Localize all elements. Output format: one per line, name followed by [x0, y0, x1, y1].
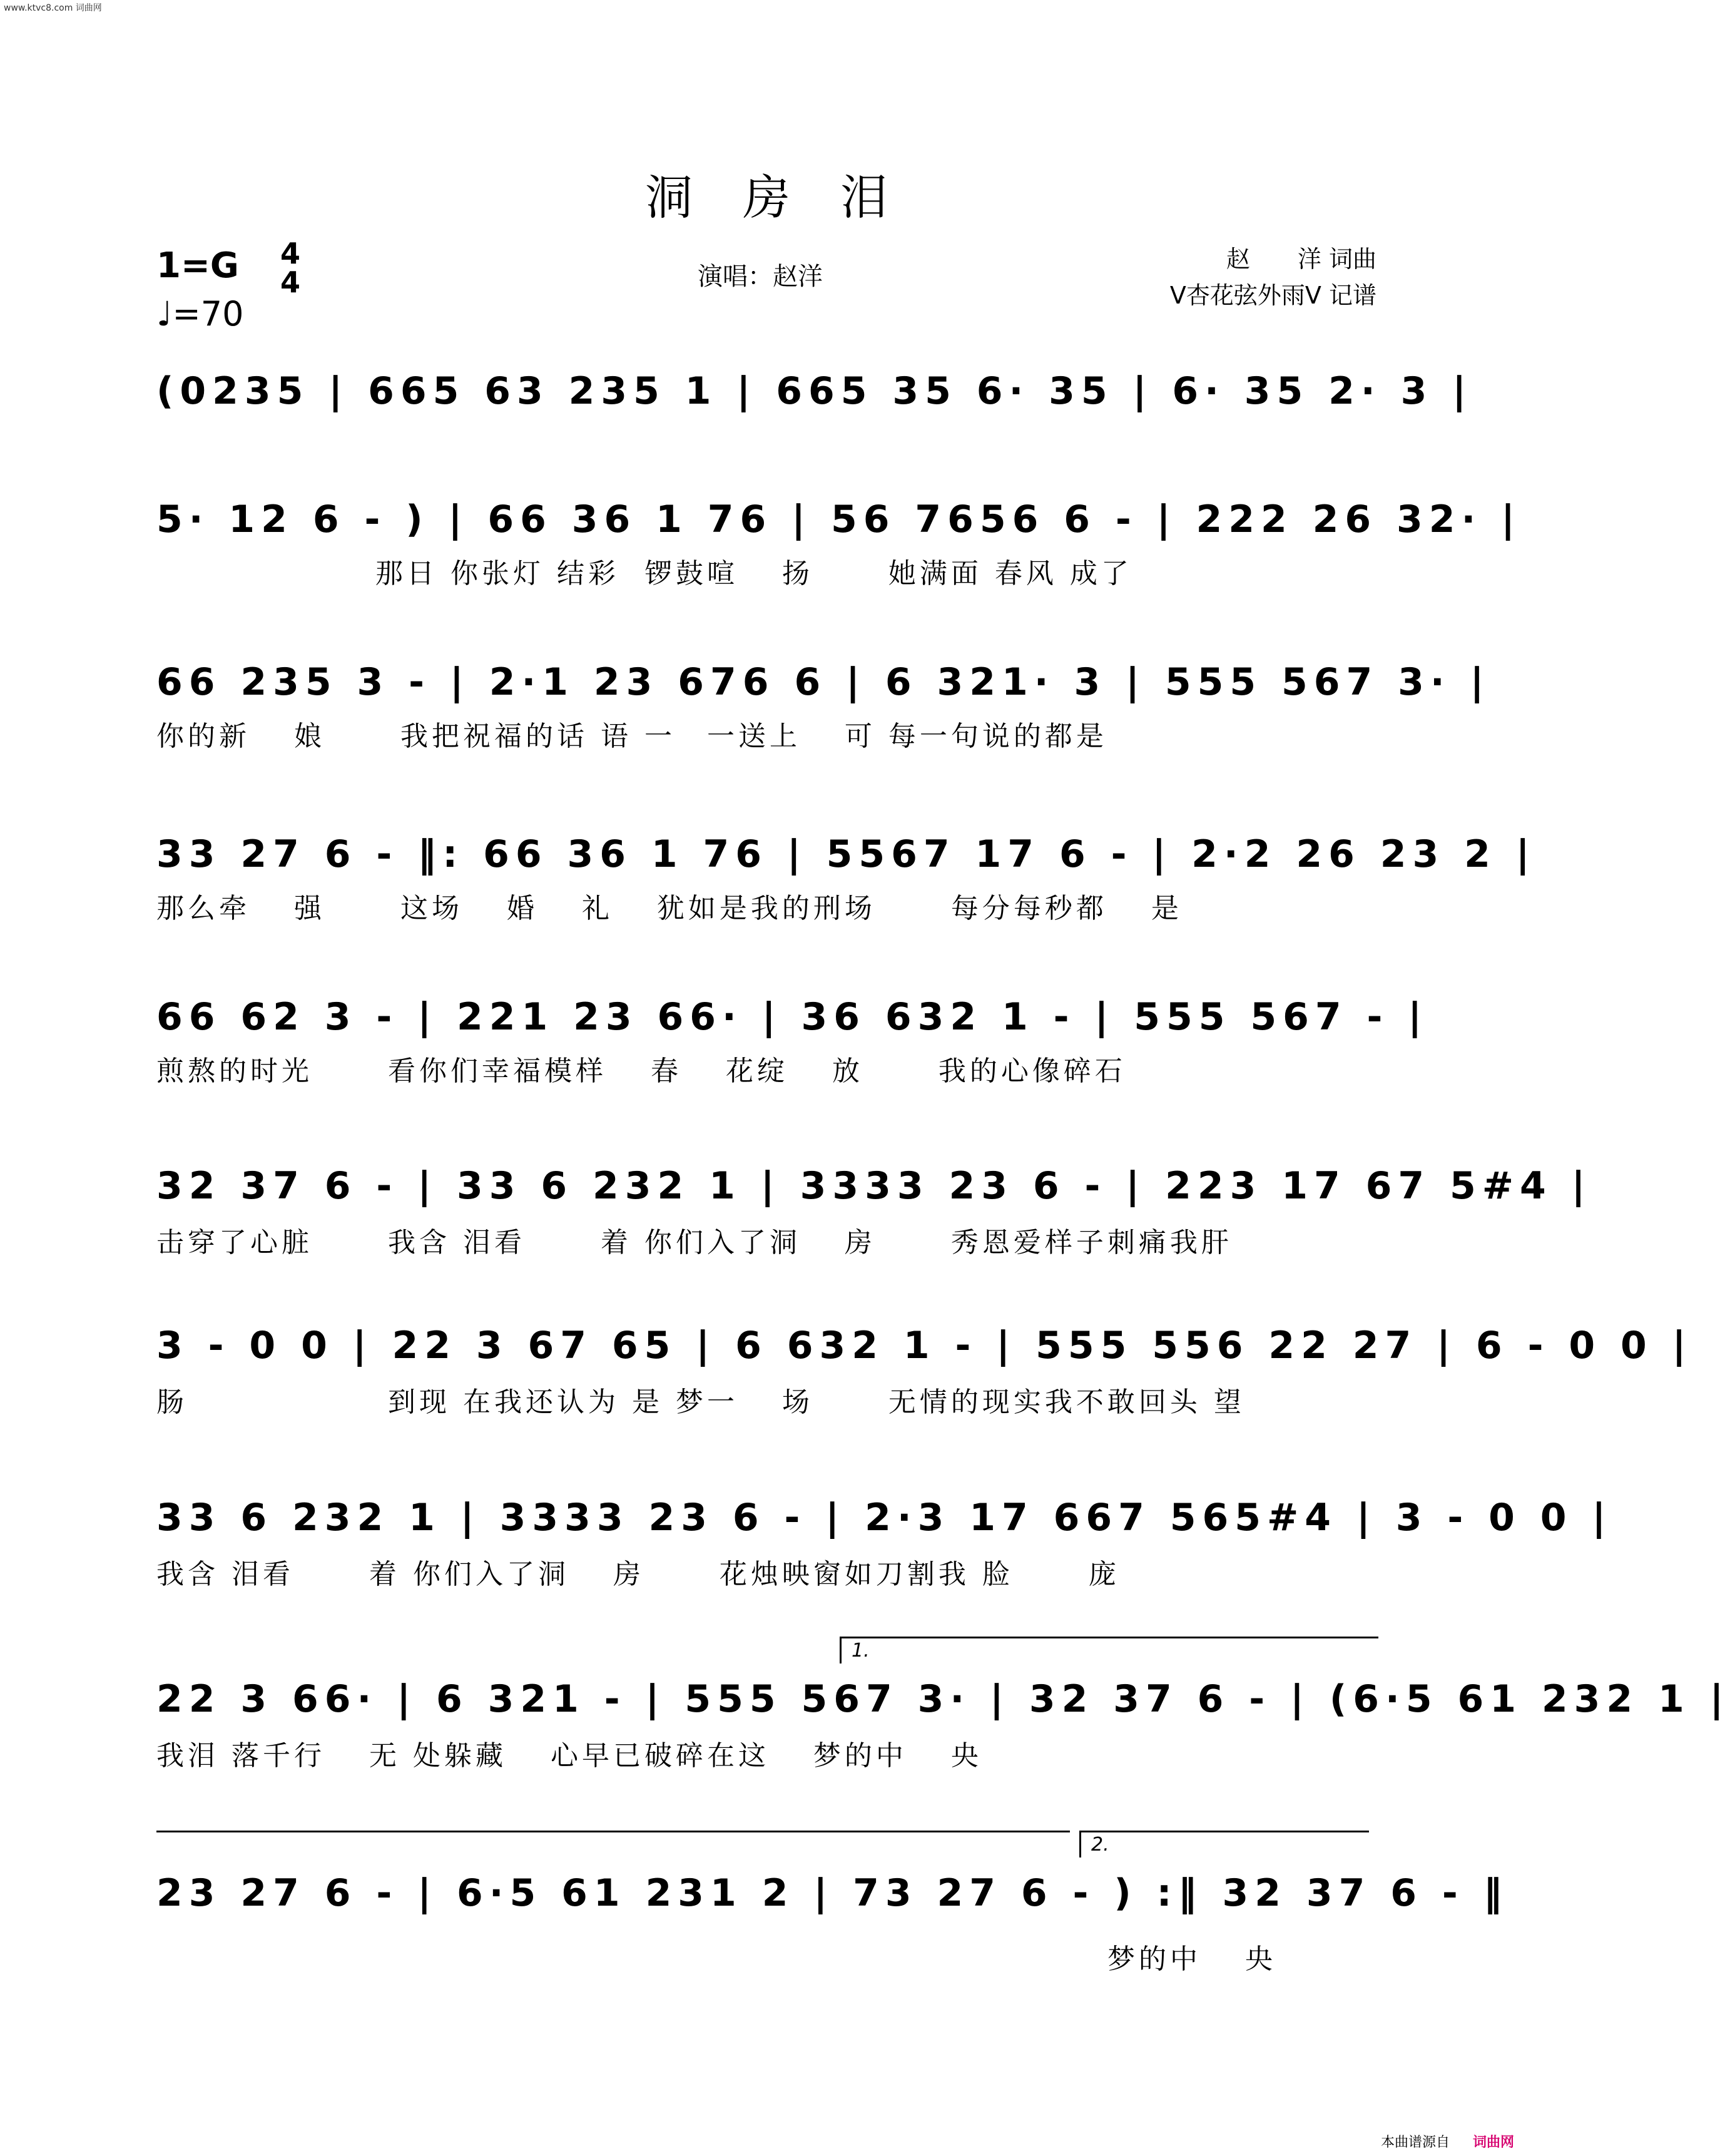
key-signature: 1=G — [156, 245, 239, 286]
notes-line: 66 235 3 - | 2·1 23 676 6 | 6 321· 3 | 555 567 3· | — [156, 660, 1490, 704]
volta-bracket-1 — [840, 1637, 1378, 1663]
volta-bracket-2 — [1079, 1831, 1369, 1857]
volta-2-label: 2. — [1091, 1834, 1109, 1856]
notes-line: 3 - 0 0 | 22 3 67 65 | 6 632 1 - | 555 556 22 27 | 6 - 0 0 | — [156, 1324, 1692, 1367]
time-signature — [280, 239, 300, 297]
credits-block — [1126, 241, 1376, 314]
site-watermark: www.ktvc8.com 词曲网 — [4, 3, 102, 13]
singer-credit: 演唱：赵洋 — [698, 262, 823, 291]
footer-brand[interactable]: 词曲网 — [1472, 2135, 1514, 2150]
meter-bottom: 4 — [280, 265, 301, 299]
lyrics-line: 那日 你张灯 结彩 锣鼓喧 扬 她满面 春风 成了 — [156, 558, 1132, 590]
notes-line: 22 3 66· | 6 321 - | 555 567 3· | 32 37 6 - | (6·5 61 232 1 | — [156, 1677, 1730, 1721]
lyrics-line: 梦的中 央 — [156, 1943, 1276, 1975]
volta-1-label: 1. — [852, 1640, 870, 1662]
song-title: 洞房泪 — [645, 170, 938, 225]
lyrics-line: 击穿了心脏 我含 泪看 着 你们入了洞 房 秀恩爱样子刺痛我肝 — [156, 1227, 1233, 1259]
notes-line: 33 27 6 - ‖: 66 36 1 76 | 5567 17 6 - | 2·2 26 23 2 | — [156, 832, 1536, 876]
tempo-marking: ♩=70 — [156, 294, 244, 334]
notes-line: (0235 | 665 63 235 1 | 665 35 6· 35 | 6· 35 2· 3 | — [156, 369, 1473, 413]
volta-1-continuation — [156, 1831, 1070, 1832]
notes-line: 66 62 3 - | 221 23 66· | 36 632 1 - | 555 567 - | — [156, 995, 1428, 1039]
notes-line: 32 37 6 - | 33 6 232 1 | 3333 23 6 - | 223 17 67 5#4 | — [156, 1164, 1592, 1208]
lyrics-line: 我含 泪看 着 你们入了洞 房 花烛映窗如刀割我 脸 庞 — [156, 1558, 1120, 1590]
lyrics-line: 你的新 娘 我把祝福的话 语 一 一送上 可 每一句说的都是 — [156, 720, 1107, 752]
lyrics-line: 那么牵 强 这场 婚 礼 犹如是我的刑场 每分每秒都 是 — [156, 892, 1183, 924]
notes-line: 33 6 232 1 | 3333 23 6 - | 2·3 17 667 565#4 | 3 - 0 0 | — [156, 1496, 1612, 1540]
lyrics-line: 煎熬的时光 看你们幸福模样 春 花绽 放 我的心像碎石 — [156, 1055, 1126, 1087]
lyricist-credit: 赵 洋 词曲 — [1226, 245, 1376, 273]
footer — [1381, 2132, 1514, 2151]
lyrics-line: 肠 到现 在我还认为 是 梦一 场 无情的现实我不敢回头 望 — [156, 1386, 1245, 1418]
transcriber-credit: V杏花弦外雨V 记谱 — [1169, 282, 1376, 309]
lyrics-line: 我泪 落千行 无 处躲藏 心早已破碎在这 梦的中 央 — [156, 1740, 982, 1772]
footer-source: 本曲谱源自 — [1380, 2135, 1450, 2150]
notes-line: 5· 12 6 - ) | 66 36 1 76 | 56 7656 6 - | 222 26 32· | — [156, 498, 1522, 541]
notes-line: 23 27 6 - | 6·5 61 231 2 | 73 27 6 - ) :‖ 32 37 6 - ‖ — [156, 1871, 1509, 1915]
meter-top: 4 — [280, 237, 301, 270]
